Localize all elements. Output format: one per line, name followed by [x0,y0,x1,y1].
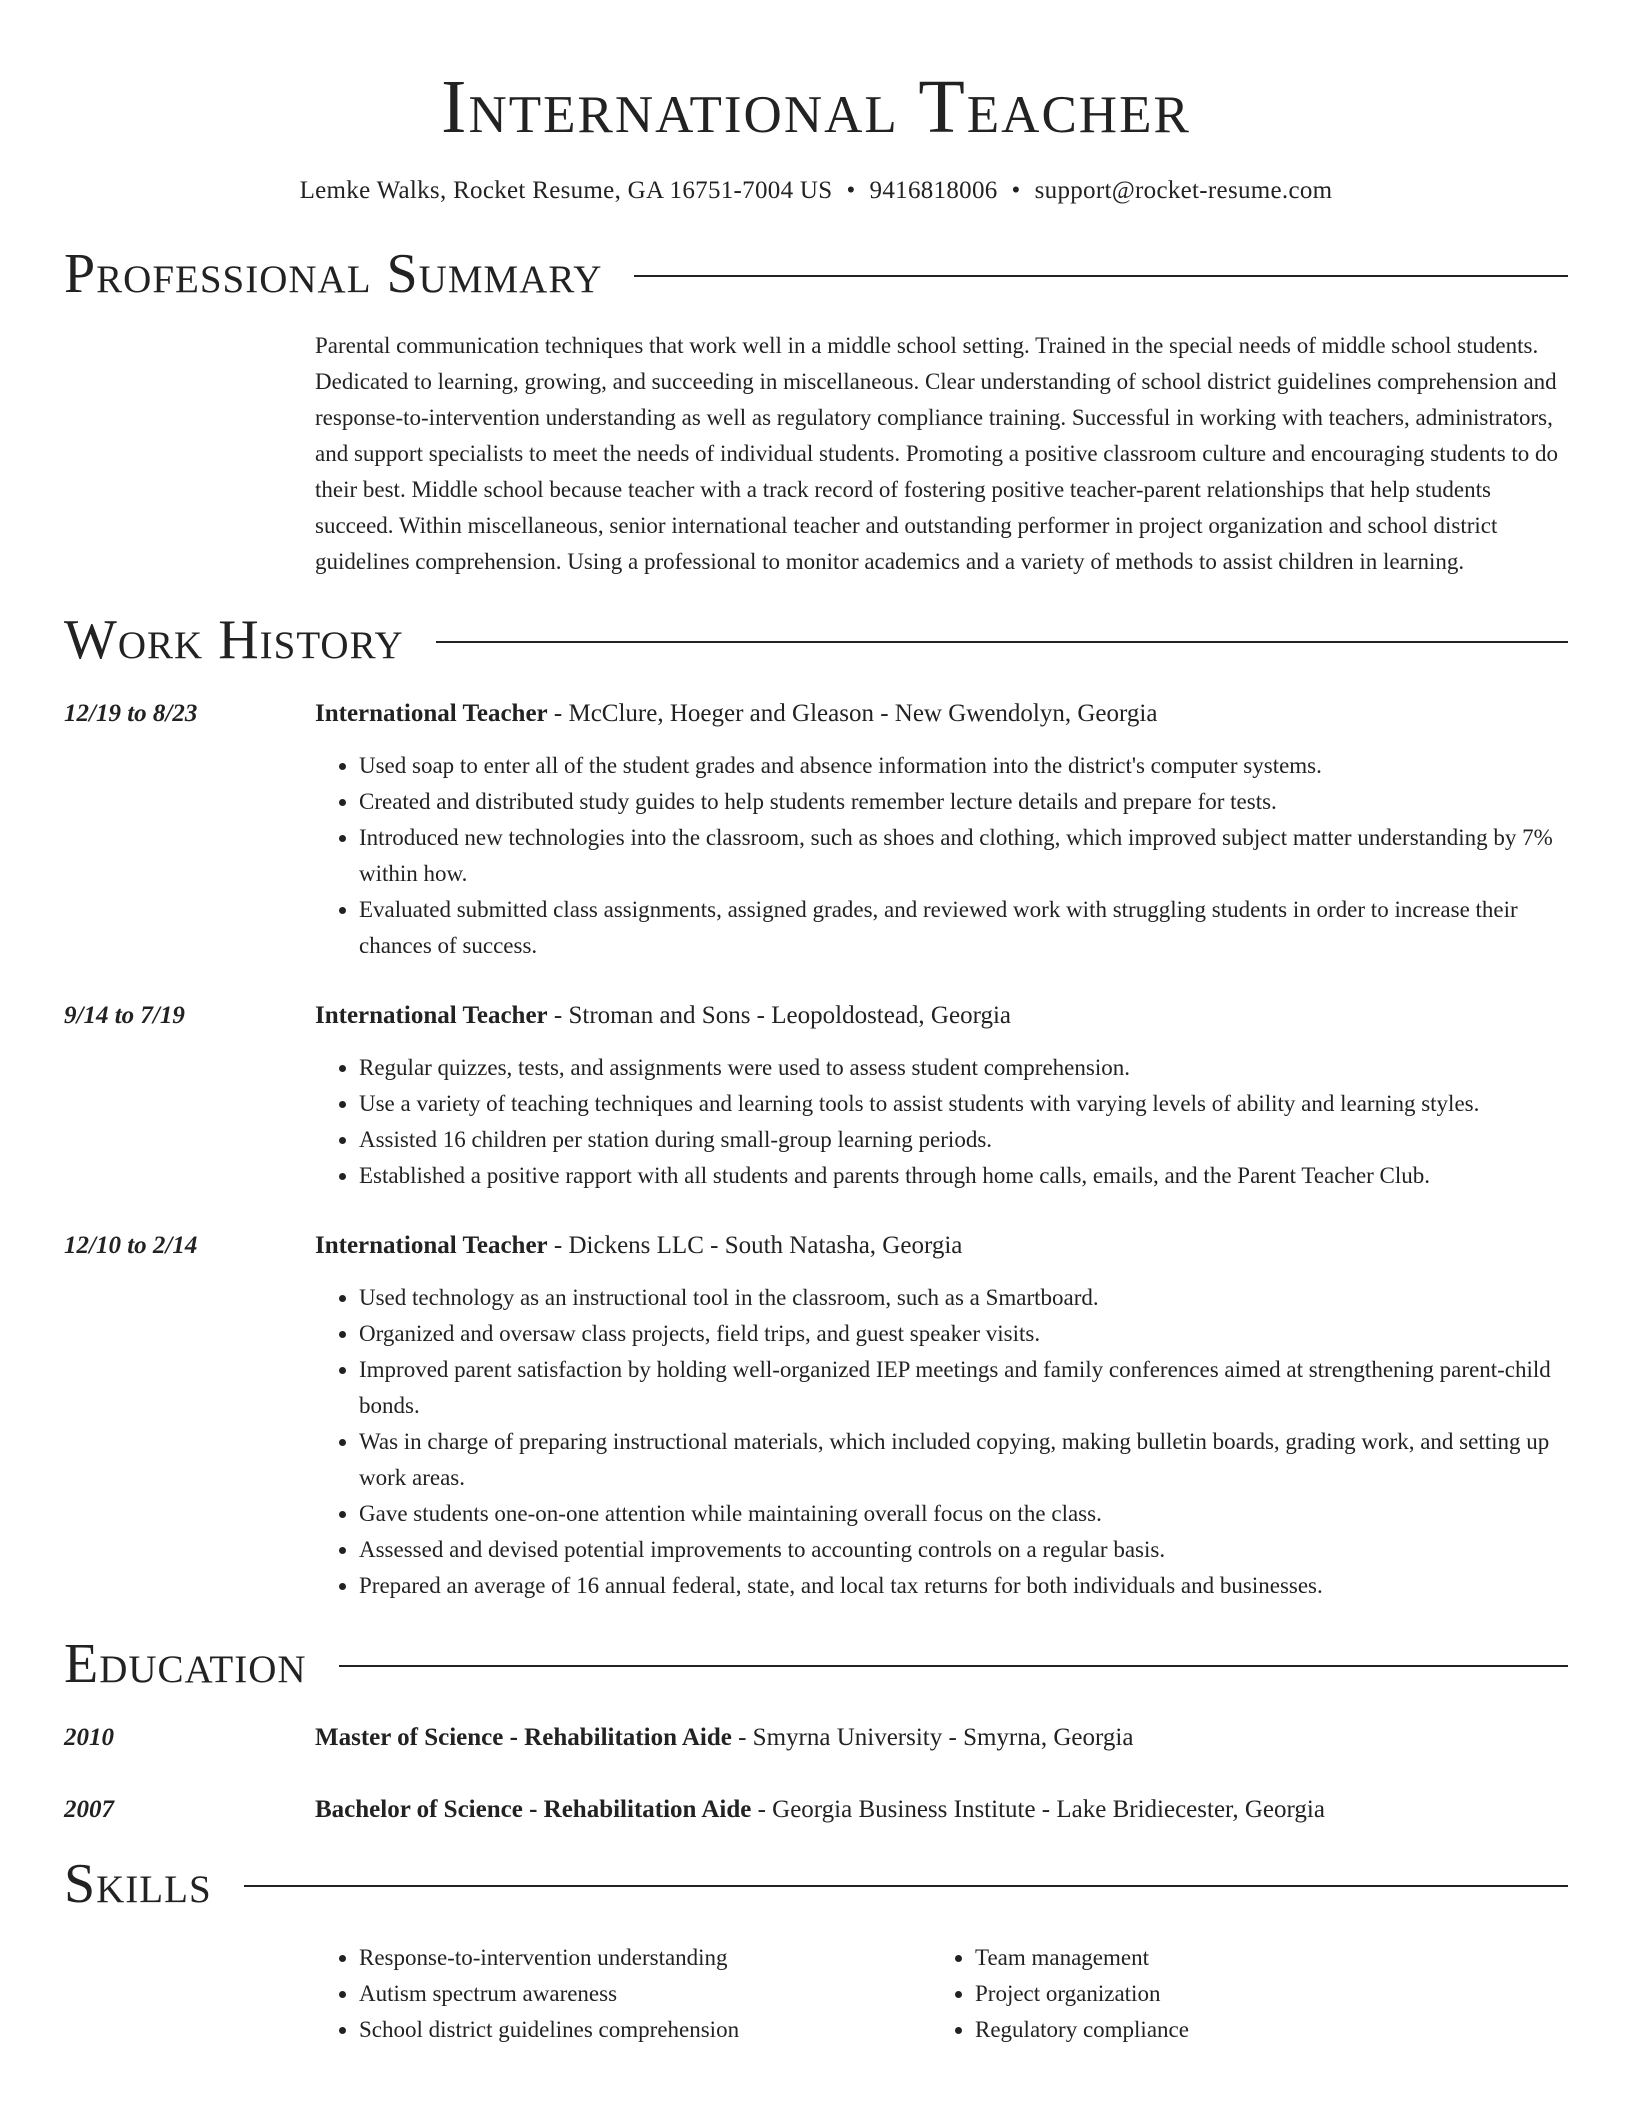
list-item: • Used technology as an instructional tool in the classroom, such as a Smartboard. [359,1280,1568,1316]
skills-column-left [315,1940,931,2048]
job-content [315,1228,1568,1604]
list-item: • Assessed and devised potential improvements to accounting controls on a regular basis. [359,1532,1568,1568]
job-entry [64,998,1568,1194]
job-bullets [315,1050,1568,1194]
education-year: 2010 [64,1724,114,1751]
summary-text: Parental communication techniques that work well in a middle school setting. Trained in the special needs of middle school students. Dedicated to learning, growing, and succeeding in miscellaneous. Clear understanding of school district guidelines comprehension and response-to-intervention understanding as well as regulatory compliance training. Successful in working with teachers, administrators, and support specialists to meet the needs of individual students. Promoting a positive classroom culture and encouraging students to do their best. Middle school because teacher with a track record of fostering positive teacher-parent relationships that help students succeed. Within miscellaneous, senior international teacher and outstanding performer in project organization and school district guidelines comprehension. Using a professional to monitor academics and a variety of methods to assist children in learning. [315,333,1559,574]
skill-item: • School district guidelines comprehension [359,2012,931,2048]
skill-item: • Response-to-intervention understanding [359,1940,931,1976]
job-employer: - McClure, Hoeger and Gleason - New Gwendolyn, Georgia [547,700,1158,727]
list-item: • Introduced new technologies into the classroom, such as shoes and clothing, which improved subject matter understanding by 7% within how. [359,820,1568,892]
skill-item: • Project organization [975,1976,1547,2012]
list-item: • Improved parent satisfaction by holding well-organized IEP meetings and family conferences aimed at strengthening parent-child bonds. [359,1352,1568,1424]
list-item: • Created and distributed study guides to help students remember lecture details and prepare for tests. [359,784,1568,820]
resume-page [64,0,1568,2048]
job-title: International Teacher [315,700,548,727]
section-divider [339,1665,1568,1667]
skills-section-header [64,1852,1568,1916]
job-title: International Teacher [315,1232,548,1259]
job-heading [315,696,1568,732]
contact-address: Lemke Walks, Rocket Resume, GA 16751-7004 US [299,177,833,204]
job-employer: - Stroman and Sons - Leopoldostead, Georgia [547,1002,1011,1029]
work-section-header [64,608,1568,672]
education-section-header [64,1632,1568,1696]
list-item: • Evaluated submitted class assignments, assigned grades, and reviewed work with struggling students in order to increase their chances of success. [359,892,1568,964]
education-entry [64,1792,1568,1828]
contact-phone: 9416818006 [869,177,998,204]
list-item: • Use a variety of teaching techniques and learning tools to assist students with varying levels of ability and learning styles. [359,1086,1568,1122]
job-heading [315,998,1568,1034]
contact-line [64,174,1568,208]
education-content [315,1720,1568,1756]
job-bullets [315,1280,1568,1604]
job-dates: 9/14 to 7/19 [64,1002,185,1029]
section-divider [634,275,1568,277]
summary-heading: Professional Summary [64,243,603,305]
list-item: • Organized and oversaw class projects, field trips, and guest speaker visits. [359,1316,1568,1352]
job-content [315,998,1568,1194]
skills-heading: Skills [64,1853,212,1915]
contact-separator: • [1011,177,1021,204]
list-item: • Assisted 16 children per station during small-group learning periods. [359,1122,1568,1158]
contact-separator: • [846,177,856,204]
list-item: • Was in charge of preparing instructional materials, which included copying, making bulletin boards, grading work, and setting up work areas. [359,1424,1568,1496]
skill-item: • Team management [975,1940,1547,1976]
education-year: 2007 [64,1796,114,1823]
list-item: • Prepared an average of 16 annual federal, state, and local tax returns for both individuals and businesses. [359,1568,1568,1604]
list-item: • Regular quizzes, tests, and assignments were used to assess student comprehension. [359,1050,1568,1086]
skill-item: • Autism spectrum awareness [359,1976,931,2012]
list-item: • Established a positive rapport with all students and parents through home calls, emails, and the Parent Teacher Club. [359,1158,1568,1194]
job-title: International Teacher [315,1002,548,1029]
education-school: - Smyrna University - Smyrna, Georgia [731,1724,1134,1751]
job-heading [315,1228,1568,1264]
list-item: • Used soap to enter all of the student grades and absence information into the district's computer systems. [359,748,1568,784]
contact-email: support@rocket-resume.com [1034,177,1333,204]
education-school: - Georgia Business Institute - Lake Bridiecester, Georgia [751,1796,1325,1823]
candidate-name: International Teacher [441,65,1191,149]
job-dates: 12/10 to 2/14 [64,1232,198,1259]
education-heading: Education [64,1633,307,1695]
skill-item: • Regulatory compliance [975,2012,1547,2048]
job-content [315,696,1568,964]
section-divider [244,1885,1568,1887]
job-bullets [315,748,1568,964]
job-employer: - Dickens LLC - South Natasha, Georgia [547,1232,963,1259]
work-heading: Work History [64,609,404,671]
section-divider [436,641,1568,643]
summary-section-header [64,242,1568,306]
list-item: • Gave students one-on-one attention while maintaining overall focus on the class. [359,1496,1568,1532]
education-content [315,1792,1568,1828]
education-degree: Bachelor of Science - Rehabilitation Aide [315,1796,752,1823]
job-dates: 12/19 to 8/23 [64,700,198,727]
skills-grid [315,1940,1568,2048]
education-entry [64,1720,1568,1756]
skills-column-right [931,1940,1547,2048]
education-degree: Master of Science - Rehabilitation Aide [315,1724,732,1751]
job-entry [64,1228,1568,1604]
job-entry [64,696,1568,964]
